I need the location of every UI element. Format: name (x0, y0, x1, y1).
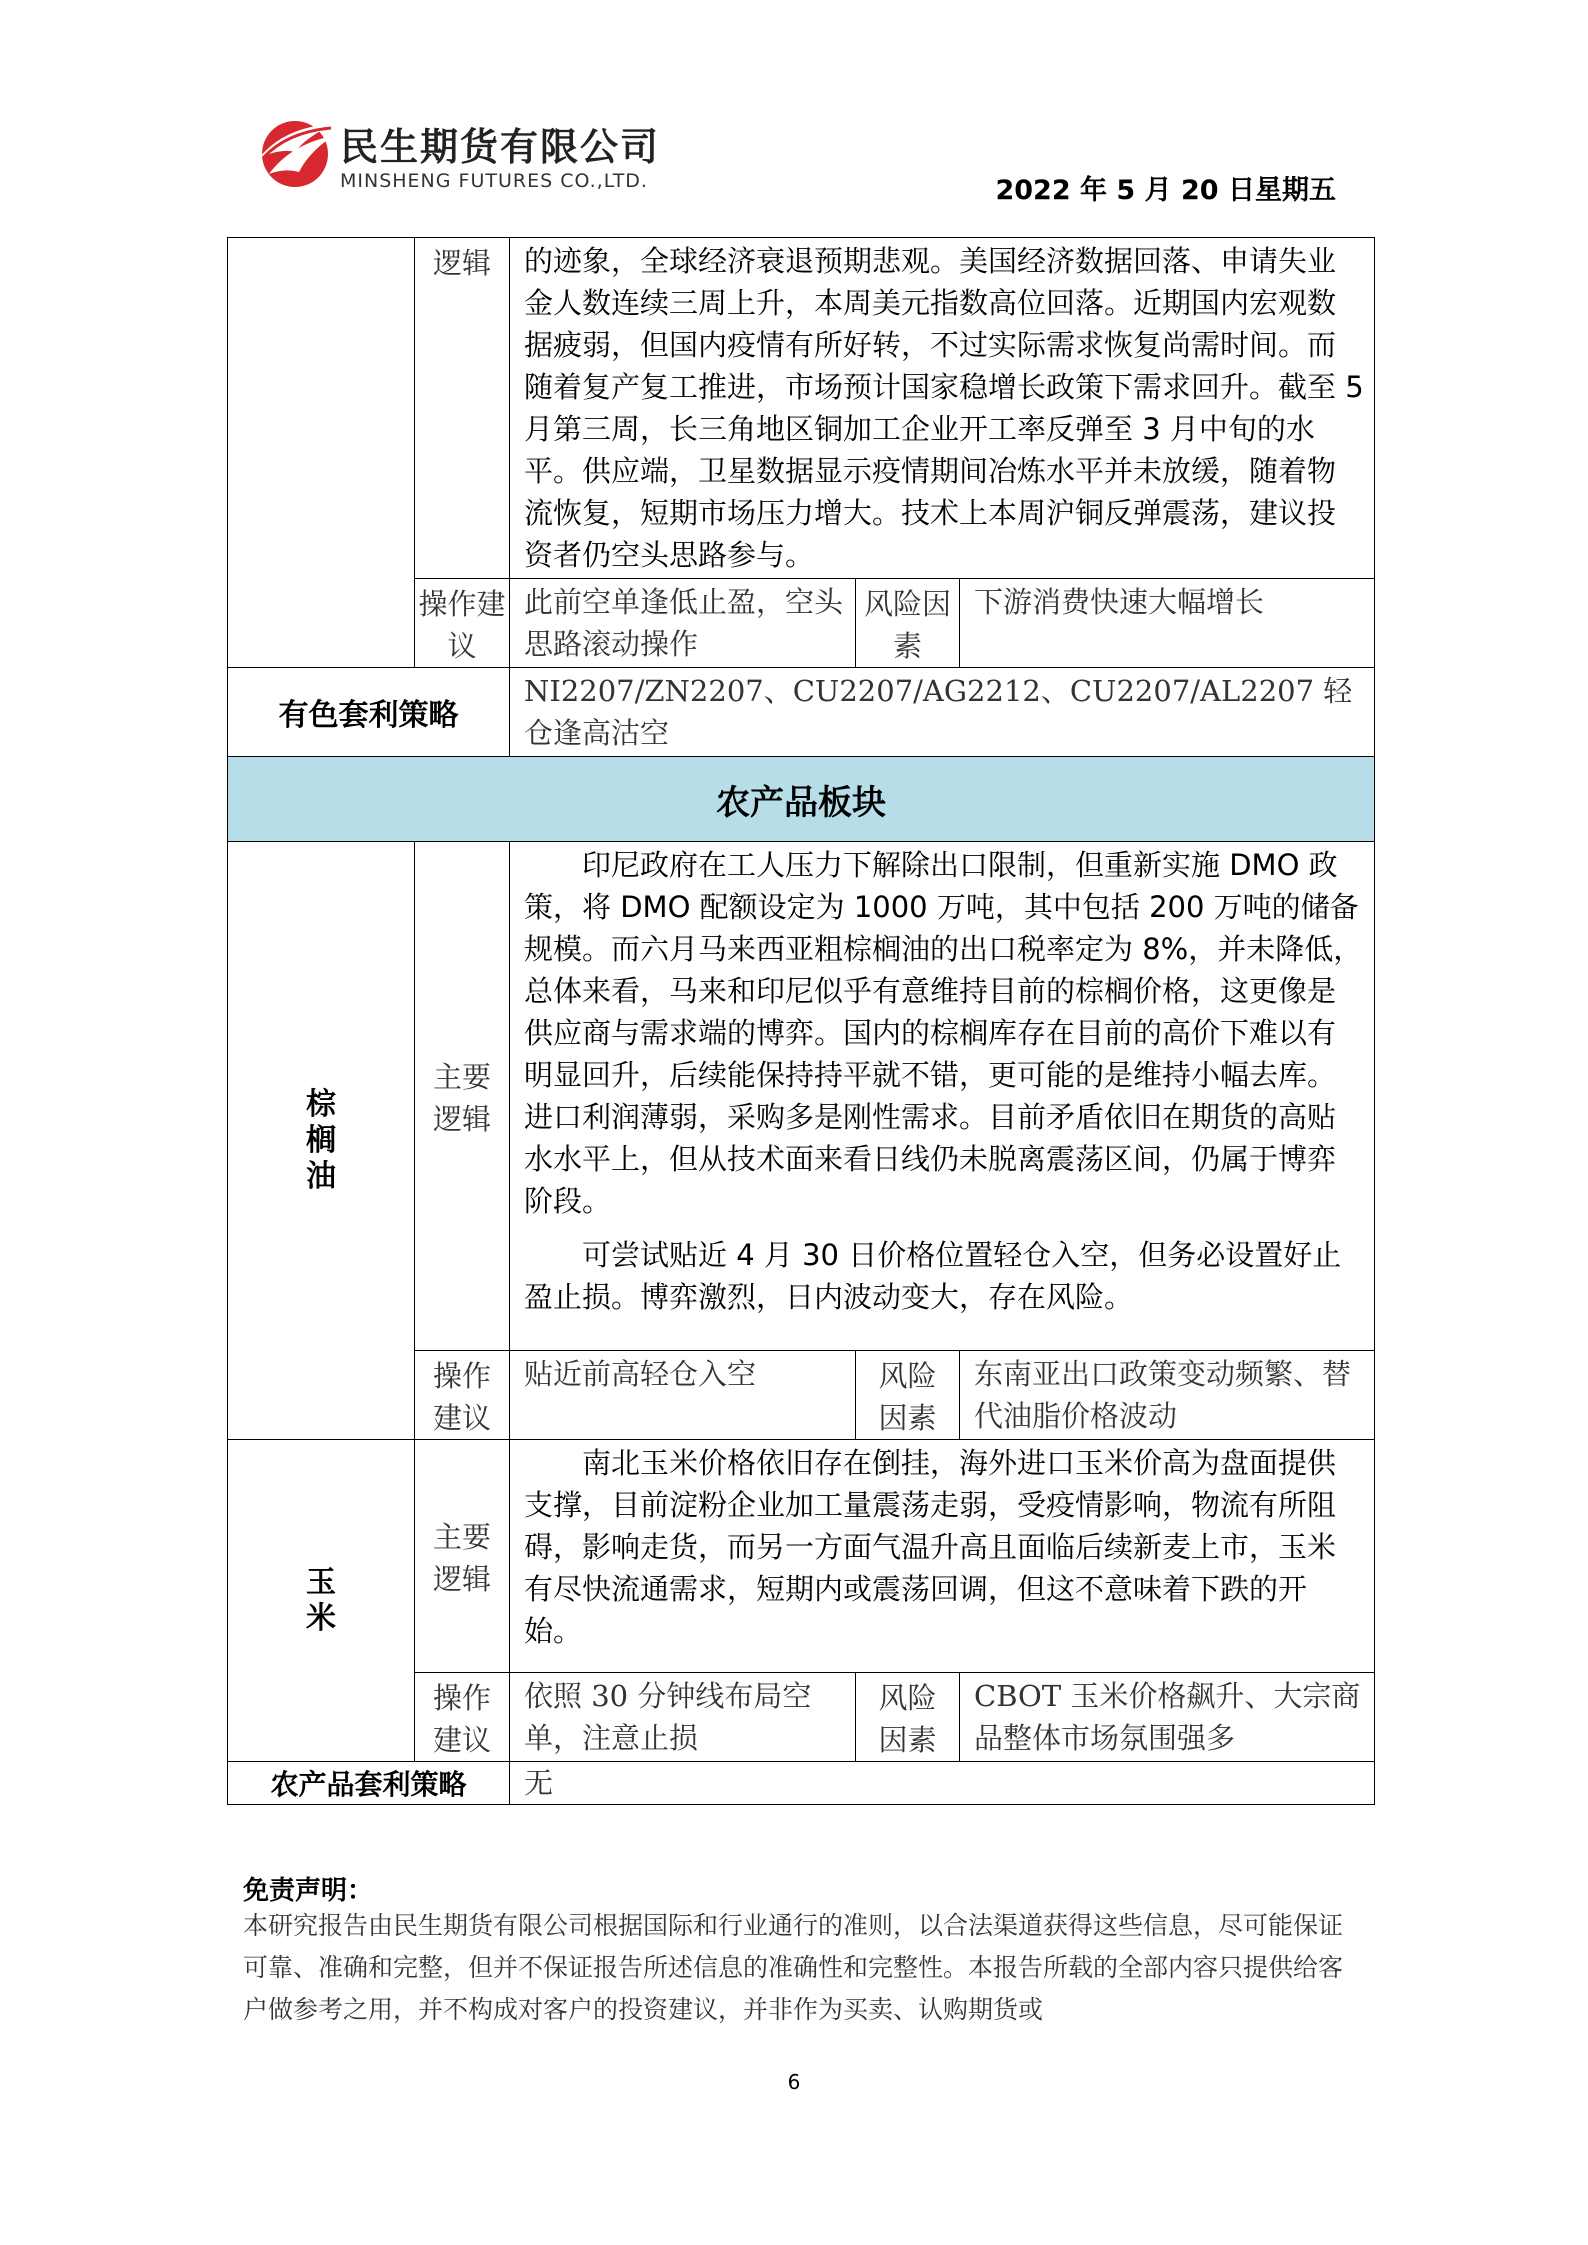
metals-risk-text: 下游消费快速大幅增长 (960, 579, 1375, 668)
palm-logic-label: 主要逻辑 (415, 842, 510, 1351)
table-row (228, 1762, 1375, 1805)
corn-risk-text: CBOT 玉米价格飙升、大宗商品整体市场氛围强多 (960, 1673, 1375, 1762)
corn-name: 玉米 (306, 1564, 336, 1636)
palm-category-cell (228, 842, 415, 1440)
metals-category-cell (228, 238, 415, 668)
agri-section-header: 农产品板块 (228, 757, 1375, 842)
company-logo (255, 112, 735, 202)
corn-risk-label: 风险因素 (856, 1673, 960, 1762)
page-number: 6 (787, 2070, 801, 2094)
corn-logic-label: 主要逻辑 (415, 1440, 510, 1673)
strategy-table (227, 237, 1375, 1805)
company-name-cn: 民生期货有限公司 (340, 125, 661, 169)
palm-name: 棕榈油 (306, 1086, 336, 1194)
palm-risk-text: 东南亚出口政策变动频繁、替代油脂价格波动 (960, 1351, 1375, 1440)
palm-op-label: 操作建议 (415, 1351, 510, 1440)
table-row (228, 842, 1375, 1351)
metals-arb-text: NI2207/ZN2207、CU2207/AG2212、CU2207/AL2207 轻仓逢高沽空 (510, 668, 1375, 757)
metals-logic-text: 的迹象，全球经济衰退预期悲观。美国经济数据回落、申请失业金人数连续三周上升，本周美元指数高位回落。近期国内宏观数据疲弱，但国内疫情有所好转，不过实际需求恢复尚需时间。而随着复产复工推进，市场预计国家稳增长政策下需求回升。截至 5 月第三周，长三角地区铜加工企业开工率反弹至 3 月中旬的水平。供应端，卫星数据显示疫情期间冶炼水平并未放缓，随着物流恢复，短期市场压力增大。技术上本周沪铜反弹震荡，建议投资者仍空头思路参与。 (510, 238, 1375, 579)
logo-emblem-icon (255, 112, 337, 192)
table-row (228, 757, 1375, 842)
corn-category-cell (228, 1440, 415, 1762)
table-row (228, 668, 1375, 757)
palm-risk-label: 风险因素 (856, 1351, 960, 1440)
corn-para-1: 南北玉米价格依旧存在倒挂，海外进口玉米价高为盘面提供支撑，目前淀粉企业加工量震荡走弱，受疫情影响，物流有所阻碍，影响走货，而另一方面气温升高且面临后续新麦上市，玉米有尽快流通需求，短期内或震荡回调，但这不意味着下跌的开始。 (524, 1446, 1337, 1648)
palm-para-2: 可尝试贴近 4 月 30 日价格位置轻仓入空，但务必设置好止盈止损。博弈激烈，日内波动变大，存在风险。 (524, 1238, 1342, 1314)
table-row (228, 1440, 1375, 1673)
report-date: 2022 年 5 月 20 日星期五 (995, 175, 1336, 206)
disclaimer-title: 免责声明： (243, 1876, 374, 1906)
palm-para-1: 印尼政府在工人压力下解除出口限制，但重新实施 DMO 政策，将 DMO 配额设定为 1000 万吨，其中包括 200 万吨的储备规模。而六月马来西亚粗棕榈油的出口税率定为 8%，并未降低，总体来看，马来和印尼似乎有意维持目前的棕榈价格，这更像是供应商与需求端的博弈。国内的棕榈库存在目前的高价下难以有明显回升，后续能保持持平就不错，更可能的是维持小幅去库。进口利润薄弱，采购多是刚性需求。目前矛盾依旧在期货的高贴水水平上，但从技术面来看日线仍未脱离震荡区间，仍属于博弈阶段。 (524, 848, 1363, 1218)
corn-op-text: 依照 30 分钟线布局空单，注意止损 (510, 1673, 856, 1762)
agri-arb-text: 无 (510, 1762, 1375, 1805)
company-name-en: MINSHENG FUTURES CO.,LTD. (340, 170, 648, 192)
palm-logic-text (510, 842, 1375, 1351)
corn-op-label: 操作建议 (415, 1673, 510, 1762)
palm-op-text: 贴近前高轻仓入空 (510, 1351, 856, 1440)
op-label: 操作建议 (415, 579, 510, 668)
corn-logic-text (510, 1440, 1375, 1673)
agri-arb-label: 农产品套利策略 (228, 1762, 510, 1805)
risk-label: 风险因素 (856, 579, 960, 668)
disclaimer-text: 本研究报告由民生期货有限公司根据国际和行业通行的准则，以合法渠道获得这些信息，尽可能保证可靠、准确和完整，但并不保证报告所述信息的准确性和完整性。本报告所载的全部内容只提供给客户做参考之用，并不构成对客户的投资建议，并非作为买卖、认购期货或 (243, 1911, 1344, 2024)
table-row (228, 238, 1375, 579)
logic-label: 逻辑 (415, 238, 510, 579)
metals-arb-label: 有色套利策略 (228, 668, 510, 757)
metals-op-text: 此前空单逢低止盈，空头思路滚动操作 (510, 579, 856, 668)
